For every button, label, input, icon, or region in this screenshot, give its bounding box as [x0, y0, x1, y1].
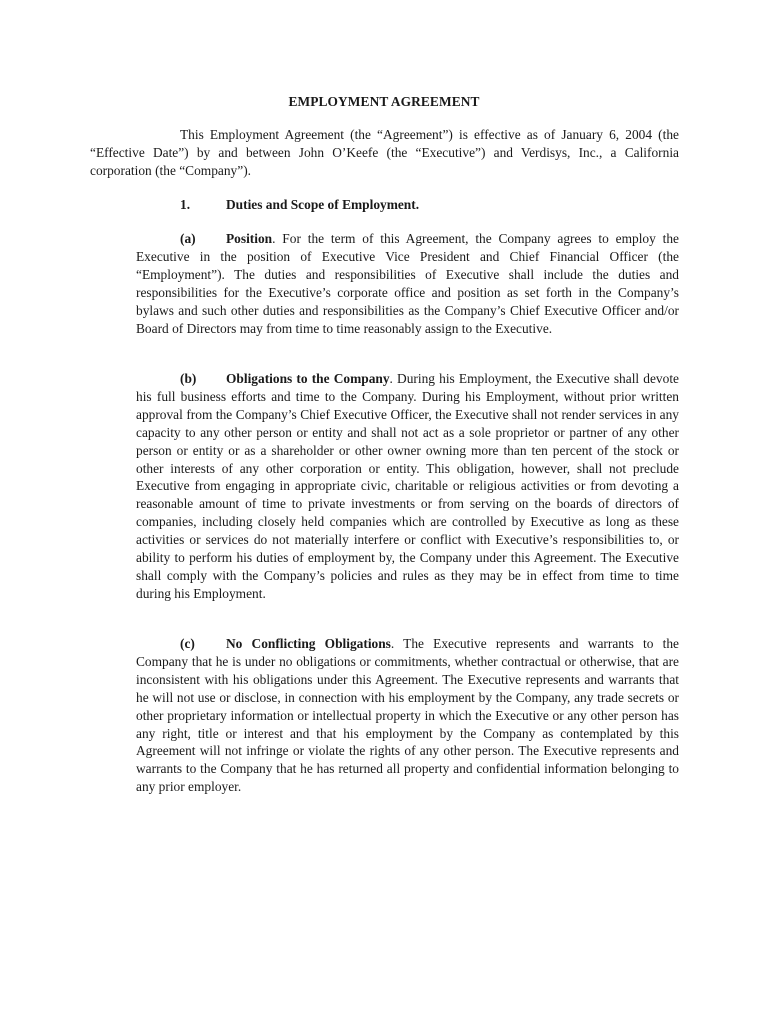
subsection-text: . For the term of this Agreement, the Company agrees to employ the Executive in the position of Executive Vice President and Chief Financial Officer (the “Employment”). The duties and responsibilities of Executive shall include the duties and responsibilities for the Executive’s corporate office and position as set forth in the Company’s bylaws and such other duties and responsibilities as the Company’s Chief Executive Officer and/or Board of Directors may from time to time reasonably assign to the Executive.	[136, 231, 679, 336]
intro-paragraph: This Employment Agreement (the “Agreement”) is effective as of January 6, 2004 (the “Effective Date”) by and between John O’Keefe (the “Executive”) and Verdisys, Inc., a California corporation (the “Company”).	[90, 127, 679, 178]
section-number: 1.	[180, 197, 191, 212]
subsection-text: . During his Employment, the Executive shall devote his full business efforts and time to the Company. During his Employment, without prior written approval from the Company’s Chief Executive Officer, the Executive shall not render services in any capacity to any other person or entity and shall not act as a sole proprietor or partner of any other person or entity or as a shareholder or other owner owning more than ten percent of the stock or other interests of any other corporation or entity. This obligation, however, shall not preclude Executive from engaging in appropriate civic, charitable or religious activities or from devoting a reasonable amount of time to private investments or from serving on the boards of directors of companies, including closely held companies which are controlled by Executive as long as these activities or services do not materially interfere or conflict with Executive’s responsibilities to, or ability to perform his duties of employment by, the Company under this Agreement. The Executive shall comply with the Company’s policies and rules as they may be in effect from time to time during his Employment.	[136, 371, 679, 601]
subsection-title: No Conflicting Obligations	[226, 636, 391, 651]
subsection-label: (b)	[180, 371, 197, 386]
subsection-obligations	[136, 370, 679, 603]
section-heading-text: Duties and Scope of Employment.	[226, 197, 420, 212]
subsection-label: (c)	[180, 636, 195, 651]
subsection-label: (a)	[180, 231, 196, 246]
section-1-heading	[180, 196, 419, 214]
document-title: EMPLOYMENT AGREEMENT	[288, 94, 480, 109]
subsection-title: Position	[226, 231, 273, 246]
subsection-position	[136, 230, 679, 337]
subsection-text: . The Executive represents and warrants to the Company that he is under no obligations or commitments, whether contractual or otherwise, that are inconsistent with his obligations under this Agreement. The Executive represents and warrants that he will not use or disclose, in connection with his employment by the Company, any trade secrets or other proprietary information or intellectual property in which the Executive or any other person has any right, title or interest and that his employment by the Company as contemplated by this Agreement will not infringe or violate the rights of any other person. The Executive represents and warrants to the Company that he has returned all property and confidential information belonging to any prior employer.	[136, 636, 679, 795]
subsection-no-conflicting-obligations	[136, 635, 679, 796]
subsection-title: Obligations to the Company	[226, 371, 390, 386]
